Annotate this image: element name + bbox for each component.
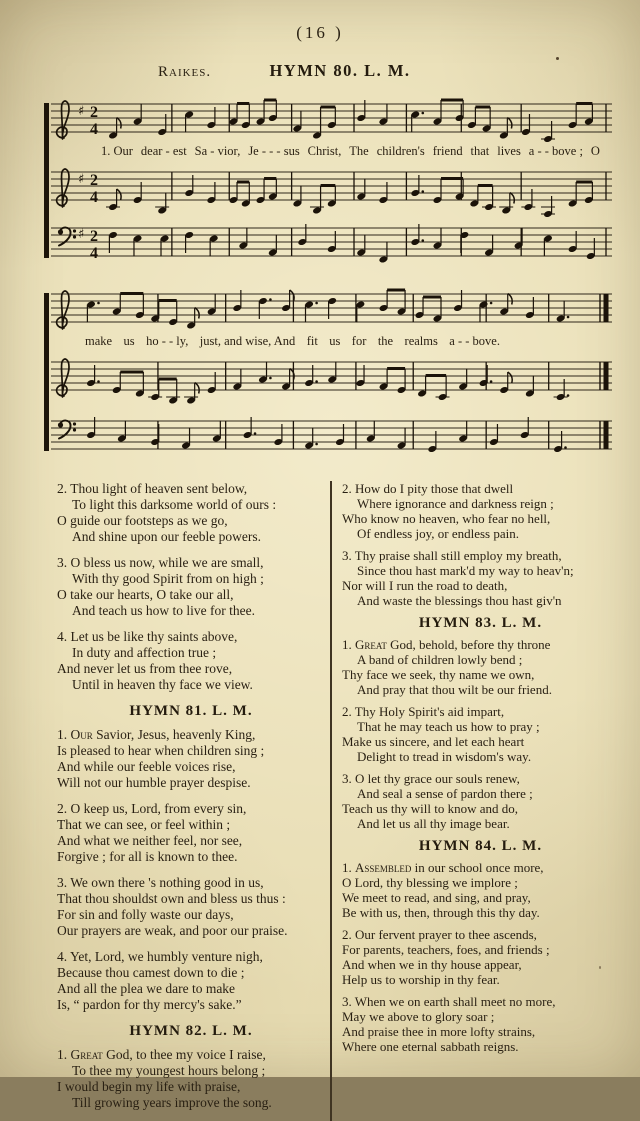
verse-line: We meet to read, and sing, and pray,	[342, 890, 531, 905]
verse-line: Our prayers are weak, and poor our praise.	[57, 923, 288, 938]
time-signature: 4	[90, 121, 98, 138]
verse-line: 3. When we on earth shall meet no more,	[342, 994, 556, 1009]
lyric-syllable: 1. Our	[101, 144, 133, 158]
verse-line: Is, “ pardon for thy mercy's sake.”	[57, 997, 242, 1012]
page-number: (16 )	[296, 23, 344, 42]
left-column	[57, 481, 325, 1121]
music-system	[44, 93, 614, 267]
verse-line: O guide our footsteps as we go,	[57, 513, 228, 528]
verse-line: And pray that thou wilt be our friend.	[357, 682, 552, 697]
verse-line: To light this darksome world of ours :	[72, 497, 277, 512]
hymn-verse	[342, 771, 619, 831]
music-staff-treble	[51, 351, 614, 401]
hymn-verse	[342, 548, 619, 608]
eighth-flag-icon	[508, 294, 513, 305]
verse-line: Who know no heaven, who fear no hell,	[342, 511, 551, 526]
verse-line: May we above to glory soar ;	[342, 1009, 495, 1024]
verse-line: That he may teach us how to pray ;	[357, 719, 540, 734]
verse-line: And never let us from thee rove,	[57, 661, 233, 676]
eighth-flag-icon	[510, 193, 515, 204]
lyric-syllable: us	[123, 334, 135, 348]
sharp-icon: ♯	[78, 227, 85, 242]
verse-line: 2. Thy Holy Spirit's aid impart,	[342, 704, 505, 719]
music-header	[0, 61, 640, 83]
hymn-80-title: HYMN 80. L. M.	[269, 61, 411, 80]
treble-clef-icon	[57, 291, 69, 329]
hymn-verse	[57, 949, 325, 1013]
time-signature: 4	[90, 189, 98, 206]
eighth-flag-icon	[195, 308, 200, 319]
verse-line: Where one eternal sabbath reigns.	[342, 1039, 519, 1054]
verse-line: And let us all thy image bear.	[357, 816, 510, 831]
verse-line: And all the plea we dare to make	[57, 981, 236, 996]
lyric-syllable: O	[590, 144, 600, 158]
treble-clef-icon	[57, 359, 69, 397]
lyric-syllable: ho - - ly,	[146, 334, 189, 348]
lyric-syllable: for	[351, 334, 367, 348]
music-staff-bass	[51, 217, 614, 267]
verse-line: Because thou camest down to die ;	[57, 965, 245, 980]
treble-clef-icon	[57, 101, 69, 139]
verse-line: And what we neither feel, nor see,	[57, 833, 243, 848]
lyric-syllable: The	[349, 144, 369, 158]
bass-clef-icon	[58, 228, 76, 246]
eighth-flag-icon	[290, 290, 295, 301]
verse-line: Be with us, then, through this thy day.	[342, 905, 540, 920]
verse-line: Will not our humble prayer despise.	[57, 775, 251, 790]
time-signature: 2	[90, 228, 98, 245]
verse-line: 1. Great God, behold, before thy throne	[342, 637, 551, 652]
verse-line: Nor will I run the road to death,	[342, 578, 508, 593]
lyrics-line	[51, 333, 614, 351]
eighth-flag-icon	[117, 118, 122, 129]
time-signature: 2	[90, 104, 98, 121]
hymn-verse	[57, 801, 325, 865]
ink-speck	[556, 57, 559, 60]
hymn-verse	[342, 994, 619, 1054]
lyric-syllable: fit	[306, 334, 318, 348]
verse-line: A band of children lowly bend ;	[357, 652, 523, 667]
verse-line: 4. Yet, Lord, we humbly venture nigh,	[57, 949, 263, 964]
verse-line: And waste the blessings thou hast giv'n	[357, 593, 562, 608]
hymn-heading: HYMN 83. L. M.	[418, 615, 543, 631]
verse-line: And seal a sense of pardon there ;	[357, 786, 533, 801]
verse-line: 2. Our fervent prayer to thee ascends,	[342, 927, 537, 942]
lyrics-line	[51, 143, 614, 161]
verse-line: That thou shouldst own and bless us thus :	[57, 891, 286, 906]
verse-line: 1. Assembled in our school once more,	[342, 860, 544, 875]
verse-line: I would begin my life with praise,	[57, 1079, 241, 1094]
verse-line: To thee my youngest hours belong ;	[72, 1063, 266, 1078]
music-staff-treble	[51, 93, 614, 143]
hymn-verse	[57, 629, 325, 693]
verse-line: 3. O let thy grace our souls renew,	[342, 771, 520, 786]
verse-line: For sin and folly waste our days,	[57, 907, 234, 922]
verse-line: Thy face we seek, thy name we own,	[342, 667, 535, 682]
verse-line: 3. We own there 's nothing good in us,	[57, 875, 264, 890]
eighth-flag-icon	[117, 189, 122, 200]
hymn-verse	[342, 704, 619, 764]
verse-line: Till growing years improve the song.	[72, 1095, 272, 1110]
sharp-icon: ♯	[78, 172, 85, 187]
eighth-flag-icon	[507, 118, 512, 129]
bass-clef-icon	[58, 421, 76, 439]
verse-line: 1. Our Savior, Jesus, heavenly King,	[57, 727, 256, 742]
right-column	[335, 481, 619, 1121]
lyric-syllable: a - - bove ;	[528, 144, 583, 158]
verse-line: Where ignorance and darkness reign ;	[357, 496, 554, 511]
music-system	[44, 283, 614, 460]
ink-speck	[599, 966, 601, 969]
music-staff-treble	[51, 283, 614, 333]
lyric-syllable: a - - bove.	[449, 334, 500, 348]
verse-line: 1. Great God, to thee my voice I raise,	[57, 1047, 266, 1062]
lyric-syllable: Je - - - sus	[248, 144, 300, 158]
hymn-verse	[57, 481, 325, 545]
hymn-verse	[342, 481, 619, 541]
verse-line: Make us sincere, and let each heart	[342, 734, 525, 749]
verse-line: Since thou hast mark'd my way to heav'n;	[357, 563, 574, 578]
lyric-syllable: just, and wise, And	[199, 334, 296, 348]
eighth-flag-icon	[195, 383, 200, 394]
hymn-text-columns	[57, 481, 619, 1121]
verse-line: Help us to worship in thy fear.	[342, 972, 500, 987]
lyric-syllable: Sa - vior,	[194, 144, 241, 158]
lyric-syllable: Christ,	[307, 144, 342, 158]
sheet-music	[44, 93, 614, 460]
lyric-syllable: lives	[497, 144, 521, 158]
column-divider	[330, 481, 332, 1121]
music-staff-bass	[51, 410, 614, 460]
hymn-verse	[57, 875, 325, 939]
lyric-syllable: friend	[432, 144, 463, 158]
hymn-verse	[342, 637, 619, 697]
verse-line: Teach us thy will to know and do,	[342, 801, 519, 816]
verse-line: And praise thee in more lofty strains,	[342, 1024, 536, 1039]
eighth-flag-icon	[508, 372, 513, 383]
verse-line: For parents, teachers, foes, and friends ;	[342, 942, 550, 957]
tune-name: Raikes.	[158, 64, 212, 80]
verse-line: Forgive ; for all is known to thee.	[57, 849, 238, 864]
hymn-heading: HYMN 84. L. M.	[418, 838, 543, 854]
lyric-syllable: make	[85, 334, 113, 348]
hymn-heading: HYMN 81. L. M.	[129, 703, 253, 719]
verse-line: 2. Thou light of heaven sent below,	[57, 481, 248, 496]
verse-line: 2. How do I pity those that dwell	[342, 481, 514, 496]
lyric-syllable: us	[329, 334, 341, 348]
hymn-verse	[342, 860, 619, 920]
verse-line: And while our feeble voices rise,	[57, 759, 236, 774]
hymn-verse	[342, 927, 619, 987]
hymn-verse	[57, 1047, 325, 1111]
verse-line: O take our hearts, O take our all,	[57, 587, 234, 602]
verse-line: And teach us how to live for thee.	[72, 603, 255, 618]
verse-line: Until in heaven thy face we view.	[72, 677, 253, 692]
verse-line: O Lord, thy blessing we implore ;	[342, 875, 518, 890]
verse-line: In duty and affection true ;	[72, 645, 217, 660]
hymn-verse	[57, 555, 325, 619]
music-staff-treble	[51, 161, 614, 211]
time-signature: 2	[90, 172, 98, 189]
verse-line: 4. Let us be like thy saints above,	[57, 629, 238, 644]
lyric-syllable: dear - est	[140, 144, 187, 158]
verse-line: With thy good Spirit from on high ;	[72, 571, 264, 586]
lyric-syllable: that	[470, 144, 490, 158]
lyric-syllable: realms	[404, 334, 438, 348]
lyric-syllable: the	[377, 334, 394, 348]
time-signature: 4	[90, 245, 98, 262]
verse-line: 2. O keep us, Lord, from every sin,	[57, 801, 247, 816]
treble-clef-icon	[57, 169, 69, 207]
verse-line: And shine upon our feeble powers.	[72, 529, 261, 544]
sharp-icon: ♯	[78, 104, 85, 119]
verse-line: 3. O bless us now, while we are small,	[57, 555, 264, 570]
verse-line: Of endless joy, or endless pain.	[357, 526, 519, 541]
lyric-syllable: children's	[376, 144, 425, 158]
verse-line: That we can see, or feel within ;	[57, 817, 231, 832]
verse-line: Is pleased to hear when children sing ;	[57, 743, 265, 758]
verse-line: 3. Thy praise shall still employ my breath,	[342, 548, 562, 563]
hymn-verse	[57, 727, 325, 791]
verse-line: Delight to tread in wisdom's way.	[357, 749, 532, 764]
hymn-heading: HYMN 82. L. M.	[129, 1023, 253, 1039]
verse-line: And when we in thy house appear,	[342, 957, 522, 972]
